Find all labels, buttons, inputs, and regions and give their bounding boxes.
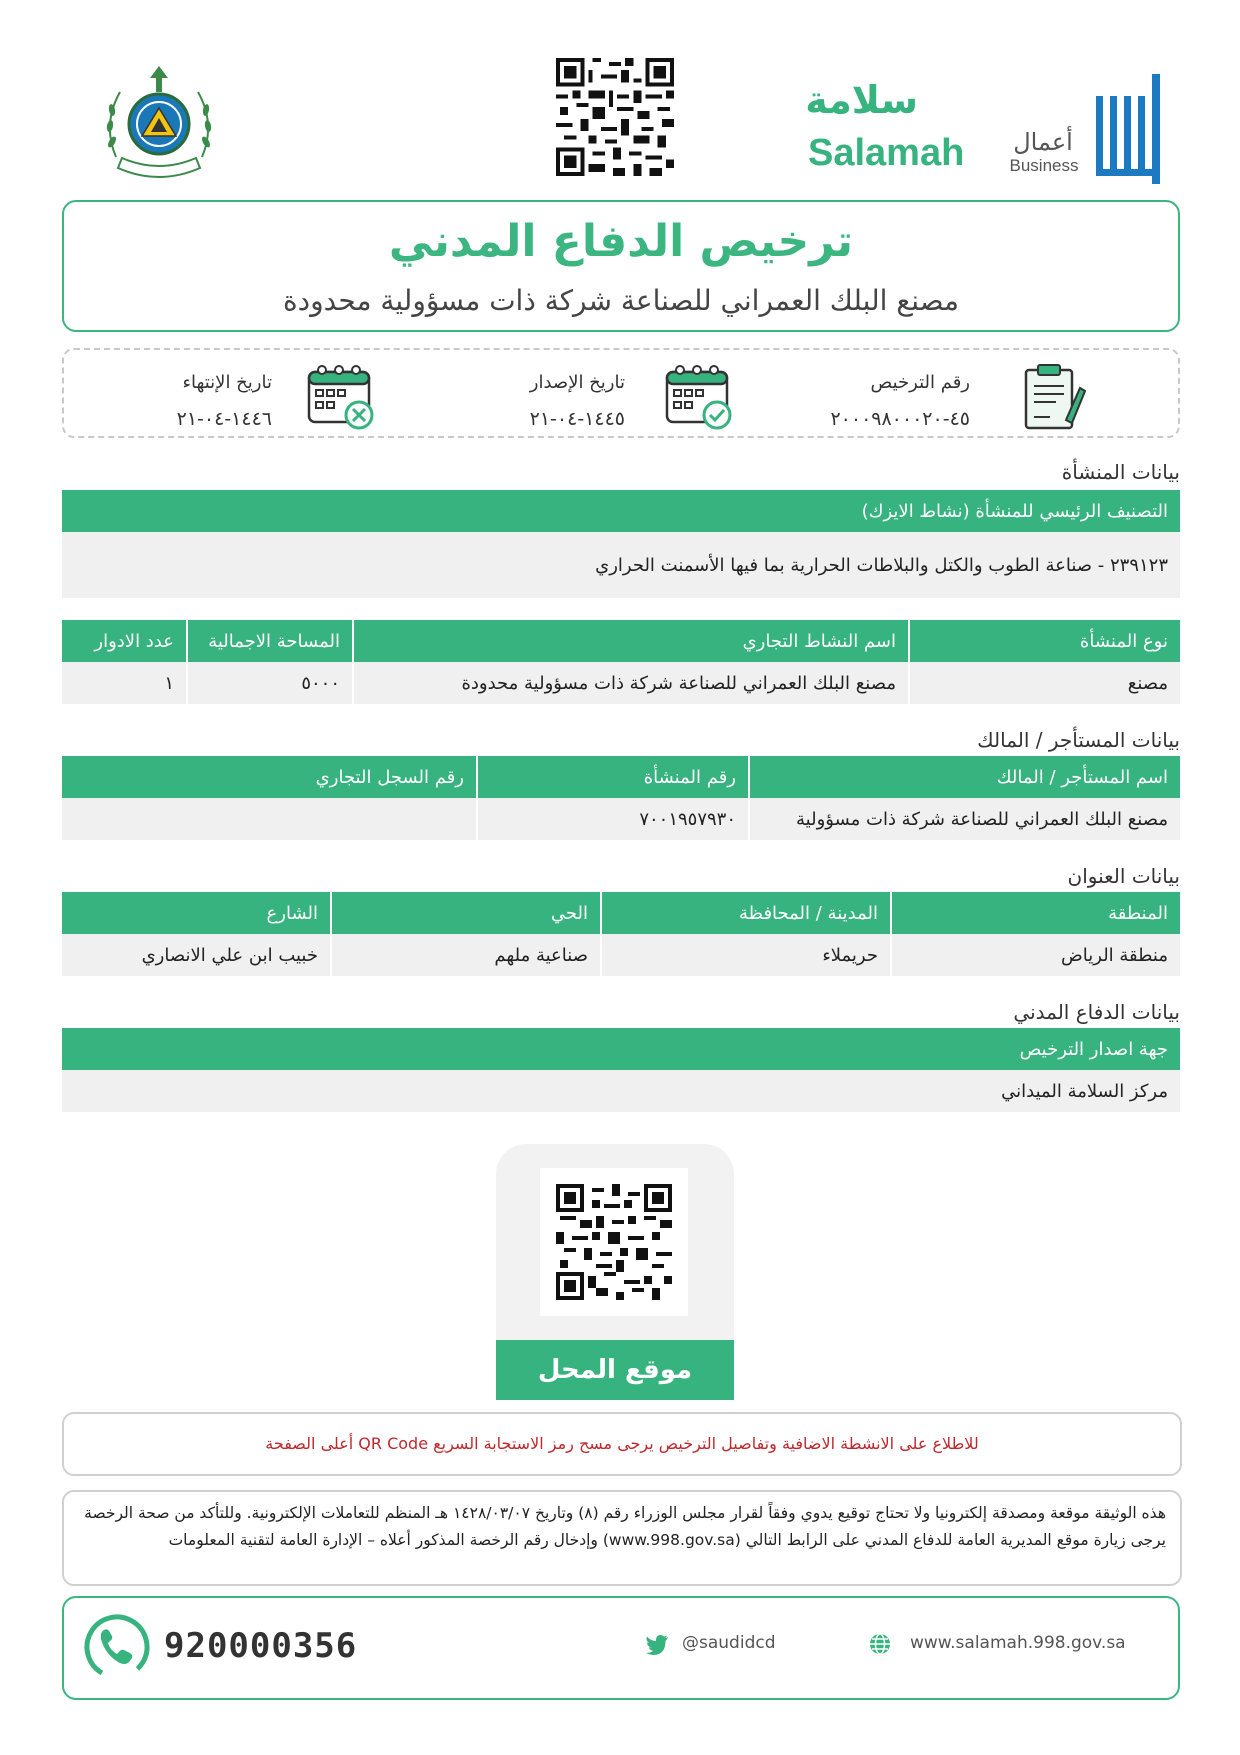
globe-icon xyxy=(868,1632,892,1656)
civil-defense-section-title: بيانات الدفاع المدني xyxy=(1013,1000,1180,1024)
address-section-title: بيانات العنوان xyxy=(1067,864,1180,888)
isic-value: ٢٣٩١٢٣ - صناعة الطوب والكتل والبلاطات الحرارية بما فيها الأسمنت الحراري xyxy=(62,532,1180,598)
civil-defense-table xyxy=(62,1028,1180,1112)
legal-notice-text: هذه الوثيقة موقعة ومصدقة إلكترونيا ولا تحتاج توقيع يدوي وفقاً لقرار مجلس الوزراء رقم (٨) وتاريخ ١٤٢٨/٠٣/٠٧ هـ المنظم للتعاملات الإلكترونية. وللتأكد من صحة الرخصة يرجى زيارة موقع المديرية العامة للدفاع المدني على الرابط التالي (www.998.gov.sa) وإدخال رقم الرخصة المذكور أعلاه – الإدارة العامة لتقنية المعلومات xyxy=(84,1504,1166,1549)
floors-value: ١ xyxy=(62,662,186,704)
street-value: خبيب ابن علي الانصاري xyxy=(62,934,330,976)
trade-name-value: مصنع البلك العمراني للصناعة شركة ذات مسؤولية محدودة xyxy=(352,662,908,704)
owner-section-title: بيانات المستأجر / المالك xyxy=(977,728,1180,752)
region-header: المنطقة xyxy=(890,892,1180,934)
calendar-check-icon xyxy=(664,362,734,432)
facility-type-value: مصنع xyxy=(908,662,1180,704)
isic-header: التصنيف الرئيسي للمنشأة (نشاط الايزك) xyxy=(62,490,1180,532)
total-area-value: ٥٠٠٠ xyxy=(186,662,352,704)
owner-name-header: اسم المستأجر / المالك xyxy=(748,756,1180,798)
phone-icon xyxy=(82,1612,152,1682)
city-value: حريملاء xyxy=(600,934,890,976)
facility-section-title: بيانات المنشأة xyxy=(1061,460,1180,484)
business-logo-arabic: أعمال xyxy=(1013,128,1073,156)
issuing-authority-value: مركز السلامة الميداني xyxy=(62,1070,1180,1112)
owner-table xyxy=(62,756,1180,840)
clipboard-icon xyxy=(1020,362,1086,432)
salamah-logo-english: Salamah xyxy=(808,132,965,174)
street-header: الشارع xyxy=(62,892,330,934)
twitter-handle[interactable]: @saudidcd xyxy=(682,1633,776,1653)
region-value: منطقة الرياض xyxy=(890,934,1180,976)
facility-type-header: نوع المنشأة xyxy=(908,620,1180,662)
twitter-icon xyxy=(645,1632,669,1656)
issuing-authority-header: جهة اصدار الترخيص xyxy=(62,1028,1180,1070)
commercial-register-value xyxy=(62,798,476,840)
business-logo-english: Business xyxy=(1009,156,1079,175)
qr-notice-text: للاطلاع على الانشطة الاضافية وتفاصيل الترخيص يرجى مسح رمز الاستجابة السريع QR Code أعلى الصفحة xyxy=(265,1434,979,1453)
facility-number-header: رقم المنشأة xyxy=(476,756,748,798)
absher-logo-icon xyxy=(1090,74,1170,186)
trade-name-header: اسم النشاط التجاري xyxy=(352,620,908,662)
civil-defense-emblem xyxy=(96,62,222,188)
qr-code-icon[interactable] xyxy=(556,58,674,176)
location-qr-code-icon[interactable] xyxy=(556,1184,672,1300)
license-number-value: ٤٥-٢٠٠٠٩٨٠٠٠٢٠ xyxy=(830,408,970,430)
district-value: صناعية ملهم xyxy=(330,934,600,976)
issue-date-value: ١٤٤٥-٠٤-٢١ xyxy=(529,408,625,430)
address-table xyxy=(62,892,1180,976)
salamah-logo-arabic: سلامة xyxy=(805,78,918,122)
expiry-date-label: تاريخ الإنتهاء xyxy=(182,372,272,393)
city-header: المدينة / المحافظة xyxy=(600,892,890,934)
website-link[interactable]: www.salamah.998.gov.sa xyxy=(910,1633,1126,1653)
expiry-date-value: ١٤٤٦-٠٤-٢١ xyxy=(176,408,272,430)
owner-name-value: مصنع البلك العمراني للصناعة شركة ذات مسؤولية xyxy=(748,798,1180,840)
page-title: ترخيص الدفاع المدني xyxy=(388,216,854,267)
issue-date-label: تاريخ الإصدار xyxy=(529,372,625,393)
store-location-button[interactable]: موقع المحل xyxy=(496,1340,734,1400)
facility-isic-table xyxy=(62,490,1180,598)
support-phone-number[interactable]: 920000356 xyxy=(164,1626,358,1666)
facility-details-table xyxy=(62,620,1180,704)
commercial-register-header: رقم السجل التجاري xyxy=(62,756,476,798)
total-area-header: المساحة الاجمالية xyxy=(186,620,352,662)
district-header: الحي xyxy=(330,892,600,934)
facility-name-subtitle: مصنع البلك العمراني للصناعة شركة ذات مسؤولية محدودة xyxy=(283,284,959,317)
facility-number-value: ٧٠٠١٩٥٧٩٣٠ xyxy=(476,798,748,840)
license-number-label: رقم الترخيص xyxy=(870,372,970,393)
calendar-expired-icon xyxy=(306,362,376,432)
floors-header: عدد الادوار xyxy=(62,620,186,662)
